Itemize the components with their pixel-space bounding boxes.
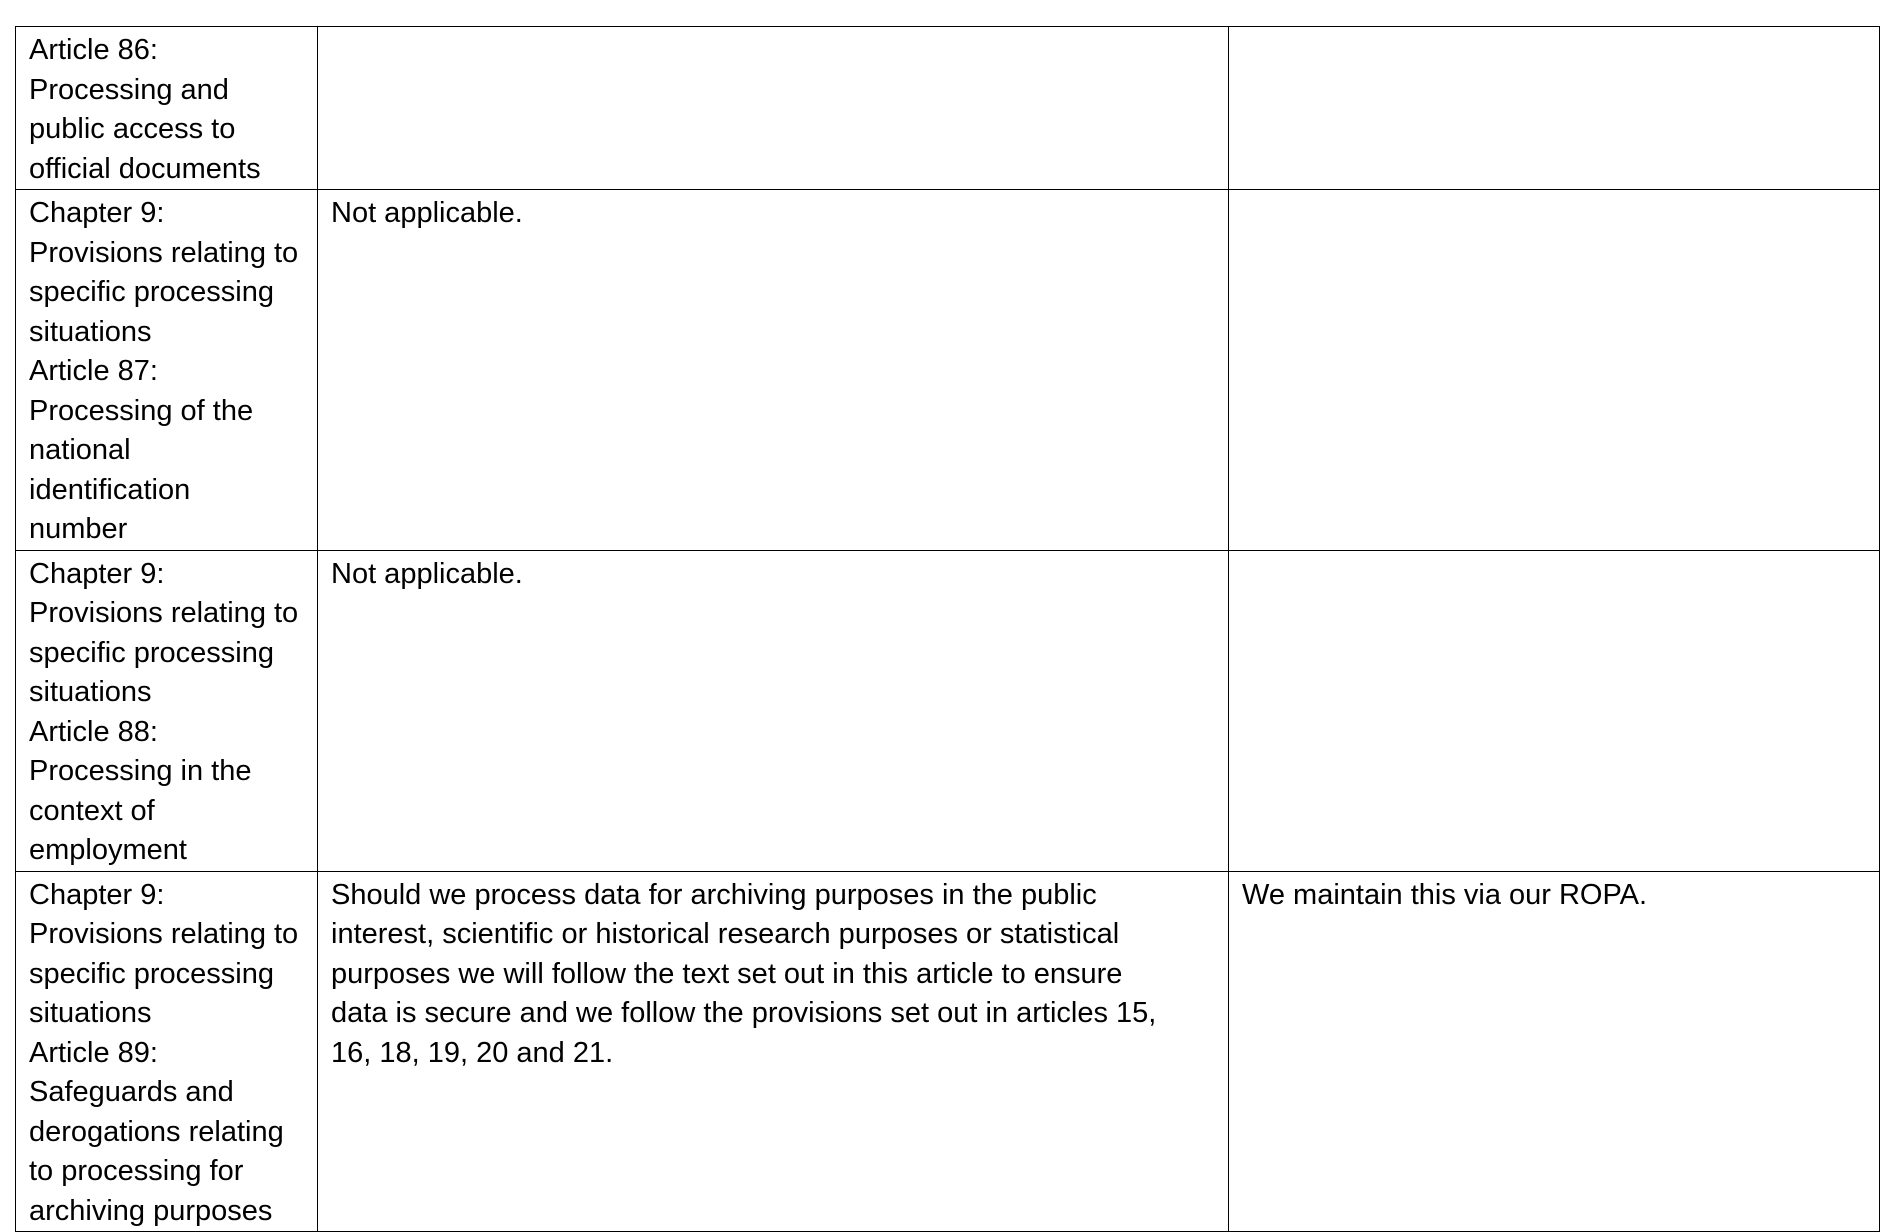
response-cell [318, 27, 1229, 190]
article-cell: Chapter 9: Provisions relating to specific processing situations Article 87: Processing of the national identification number [16, 190, 318, 551]
evidence-cell [1229, 190, 1880, 551]
table-row [16, 550, 1880, 871]
compliance-table [15, 26, 1880, 1232]
response-cell: Not applicable. [318, 190, 1229, 551]
response-cell: Not applicable. [318, 550, 1229, 871]
article-cell: Chapter 9: Provisions relating to specific processing situations Article 88: Processing in the context of employment [16, 550, 318, 871]
article-cell: Article 86: Processing and public access to official documents [16, 27, 318, 190]
response-cell: Should we process data for archiving purposes in the public interest, scientific or historical research purposes or statistical purposes we will follow the text set out in this article to ensure data is secure and we follow the provisions set out in articles 15, 16, 18, 19, 20 and 21. [318, 871, 1229, 1232]
evidence-cell: We maintain this via our ROPA. [1229, 871, 1880, 1232]
table-row [16, 871, 1880, 1232]
evidence-cell [1229, 27, 1880, 190]
evidence-cell [1229, 550, 1880, 871]
article-cell: Chapter 9: Provisions relating to specific processing situations Article 89: Safeguards and derogations relating to processing for archiving purposes [16, 871, 318, 1232]
table-row [16, 27, 1880, 190]
table-row [16, 190, 1880, 551]
